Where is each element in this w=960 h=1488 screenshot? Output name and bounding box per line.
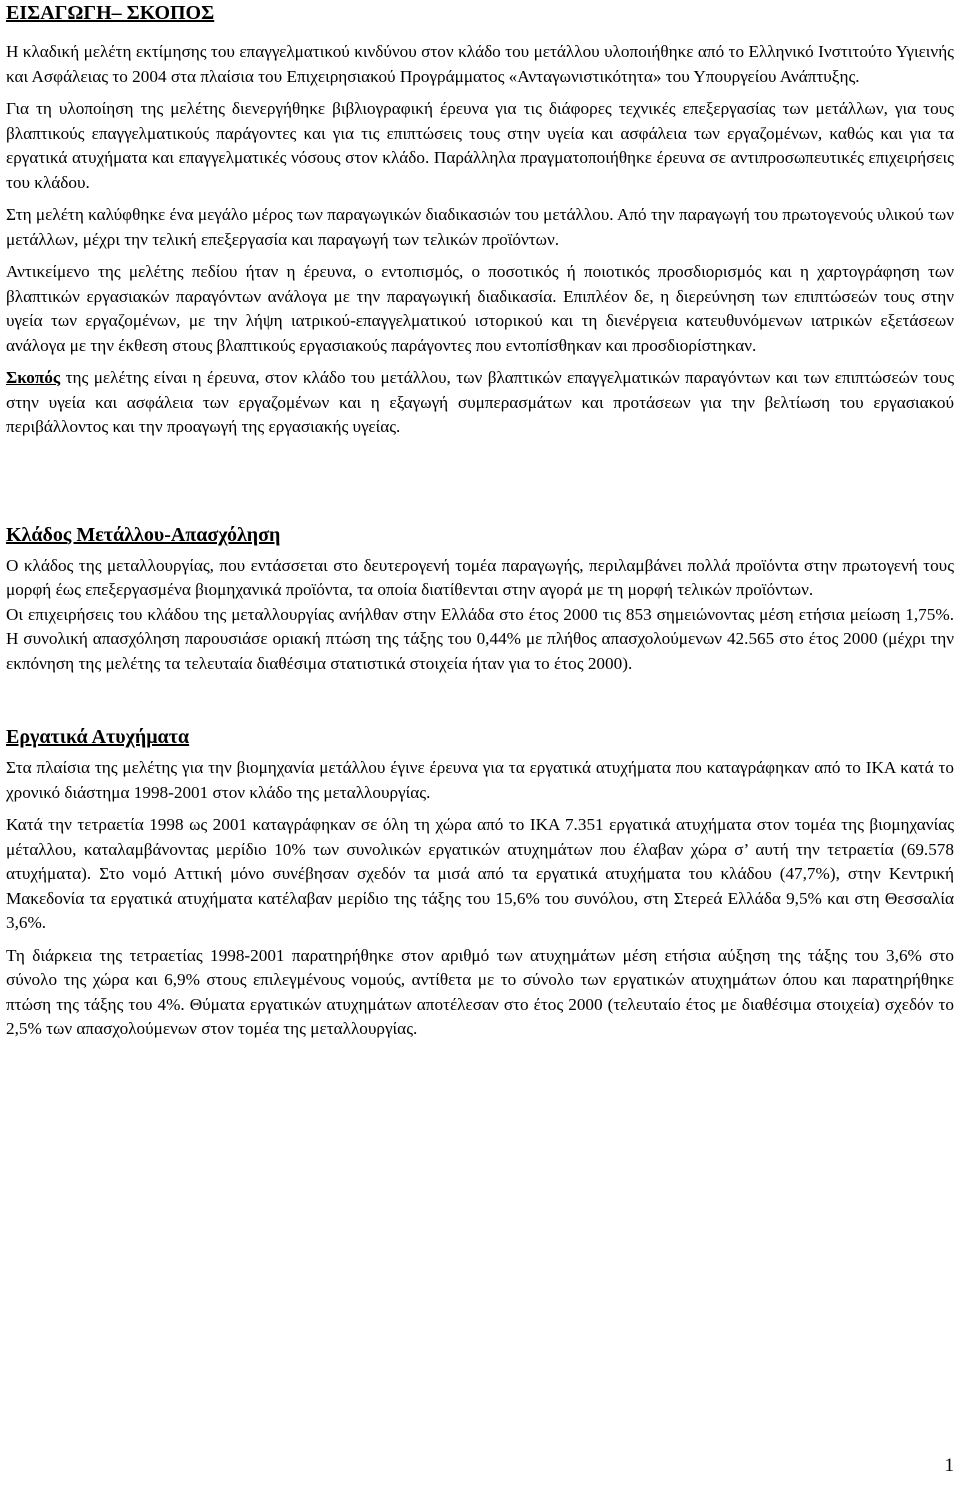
section-heading-sector: Κλάδος Μετάλλου-Απασχόληση	[6, 523, 281, 546]
paragraph-intro-5	[6, 366, 954, 440]
document-page	[6, 0, 954, 1042]
page-number: 1	[944, 1455, 954, 1476]
section-heading-accidents: Εργατικά Ατυχήματα	[6, 726, 190, 748]
paragraph-intro-3: Στη μελέτη καλύφθηκε ένα μεγάλο μέρος των παραγωγικών διαδικασιών του μετάλλου. Από την παραγωγή του πρωτογενούς υλικού των μετάλλων, μέχρι την τελική επεξεργασία και παραγωγή των τελικών προϊόντων.	[6, 205, 954, 249]
paragraph-accidents-1: Στα πλαίσια της μελέτης για την βιομηχανία μετάλλου έγινε έρευνα για τα εργατικά ατυχήματα που καταγράφηκαν από το ΙΚΑ κατά το χρονικό διάστημα 1998-2001 στον κλάδο της μεταλλουργίας.	[6, 758, 954, 802]
paragraph-accidents-2: Κατά την τετραετία 1998 ως 2001 καταγράφηκαν σε όλη τη χώρα από το ΙΚΑ 7.351 εργατικά ατυχήματα στον τομέα της βιομηχανίας μέταλλου, καταλαμβάνοντας μερίδιο 10% των συνολικών εργατικών ατυχημάτων που έλαβαν χώρα σ’ αυτή την τετραετία (69.578 ατυχήματα). Στο νομό Αττική μόνο συνέβησαν σχεδόν τα μισά από τα εργατικά ατυχήματα του κλάδου (47,7%), στην Κεντρική Μακεδονία τα εργατικά ατυχήματα κατέλαβαν μερίδιο της τάξης του 15,6% του συνόλου, στη Στερεά Ελλάδα 9,5% και στη Θεσσαλία 3,6%.	[6, 815, 954, 932]
paragraph-intro-1: Η κλαδική μελέτη εκτίμησης του επαγγελματικού κινδύνου στον κλάδο του μετάλλου υλοποιήθηκε από το Ελληνικό Ινστιτούτο Υγιεινής και Ασφάλειας το 2004 στα πλαίσια του Επιχειρησιακού Προγράμματος «Ανταγωνιστικότητα» του Υπουργείου Ανάπτυξης.	[6, 42, 954, 86]
paragraph-accidents-3: Τη διάρκεια της τετραετίας 1998-2001 παρατηρήθηκε στον αριθμό των ατυχημάτων μέση ετήσια αύξηση της τάξης του 3,6% στο σύνολο της χώρα και 6,9% στους επιλεγμένους νομούς, αντίθετα με το σύνολο των εργατικών ατυχημάτων όπου και παρατηρήθηκε πτώση της τάξης του 4%. Θύματα εργατικών ατυχημάτων αποτέλεσαν στο έτος 2000 (τελευταίο έτος με διαθέσιμα στοιχεία) σχεδόν το 2,5% των απασχολούμενων στον τομέα της μεταλλουργίας.	[6, 945, 954, 1038]
section-heading-intro: ΕΙΣΑΓΩΓΗ– ΣΚΟΠΟΣ	[6, 2, 215, 24]
paragraph-sector-1: Ο κλάδος της μεταλλουργίας, που εντάσσεται στο δευτερογενή τομέα παραγωγής, περιλαμβάνει πολλά προϊόντα στην πρωτογενή τους μορφή έως επεξεργασμένα βιομηχανικά προϊόντα, τα οποία διατίθενται στην αγορά με τη μορφή τελικών προϊόντων.	[6, 555, 954, 599]
scope-text: της μελέτης είναι η έρευνα, στον κλάδο του μετάλλου, των βλαπτικών επαγγελματικών παραγόντων και των επιπτώσεών τους στην υγεία και ασφάλεια των εργαζομένων και η εξαγωγή συμπερασμάτων και προτάσεων για την βελτίωση του εργασιακού περιβάλλοντος και την προαγωγή της εργασιακής υγείας.	[6, 368, 954, 436]
paragraph-intro-2: Για τη υλοποίηση της μελέτης διενεργήθηκε βιβλιογραφική έρευνα για τις διάφορες τεχνικές επεξεργασίας των μετάλλων, για τους βλαπτικούς επαγγελματικούς παράγοντες και για τις επιπτώσεις τους στην υγεία και ασφάλεια των εργαζομένων, καθώς και για τα εργατικά ατυχήματα και επαγγελματικές νόσους στον κλάδο. Παράλληλα πραγματοποιήθηκε έρευνα σε αντιπροσωπευτικές επιχειρήσεις του κλάδου.	[6, 99, 954, 192]
scope-lead: Σκοπός	[6, 368, 61, 387]
paragraph-sector-2: Οι επιχειρήσεις του κλάδου της μεταλλουργίας ανήλθαν στην Ελλάδα στο έτος 2000 τις 853 σημειώνοντας μέση ετήσια μείωση 1,75%. Η συνολική απασχόληση παρουσιάσε οριακή πτώση της τάξης του 0,44% με πλήθος απασχολούμενων 42.565 στο έτος 2000 (μέχρι την εκπόνηση της μελέτης τα τελευταία διαθέσιμα στατιστικά στοιχεία ήταν για το έτος 2000).	[6, 604, 954, 673]
paragraph-intro-4: Αντικείμενο της μελέτης πεδίου ήταν η έρευνα, ο εντοπισμός, ο ποσοτικός ή ποιοτικός προσδιορισμός και η χαρτογράφηση των βλαπτικών εργασιακών παραγόντων ανάλογα με την παραγωγική διαδικασία. Επιπλέον δε, η διερεύνηση των επιπτώσεών τους στην υγεία των εργαζομένων, με την λήψη ιατρικού-επαγγελματικού ιστορικού και τη διενέργεια κατευθυνόμενων ιατρικών εξετάσεων ανάλογα με την έκθεση στους βλαπτικούς εργασιακούς παράγοντες που εντοπίσθηκαν και προσδιορίστηκαν.	[6, 262, 954, 355]
